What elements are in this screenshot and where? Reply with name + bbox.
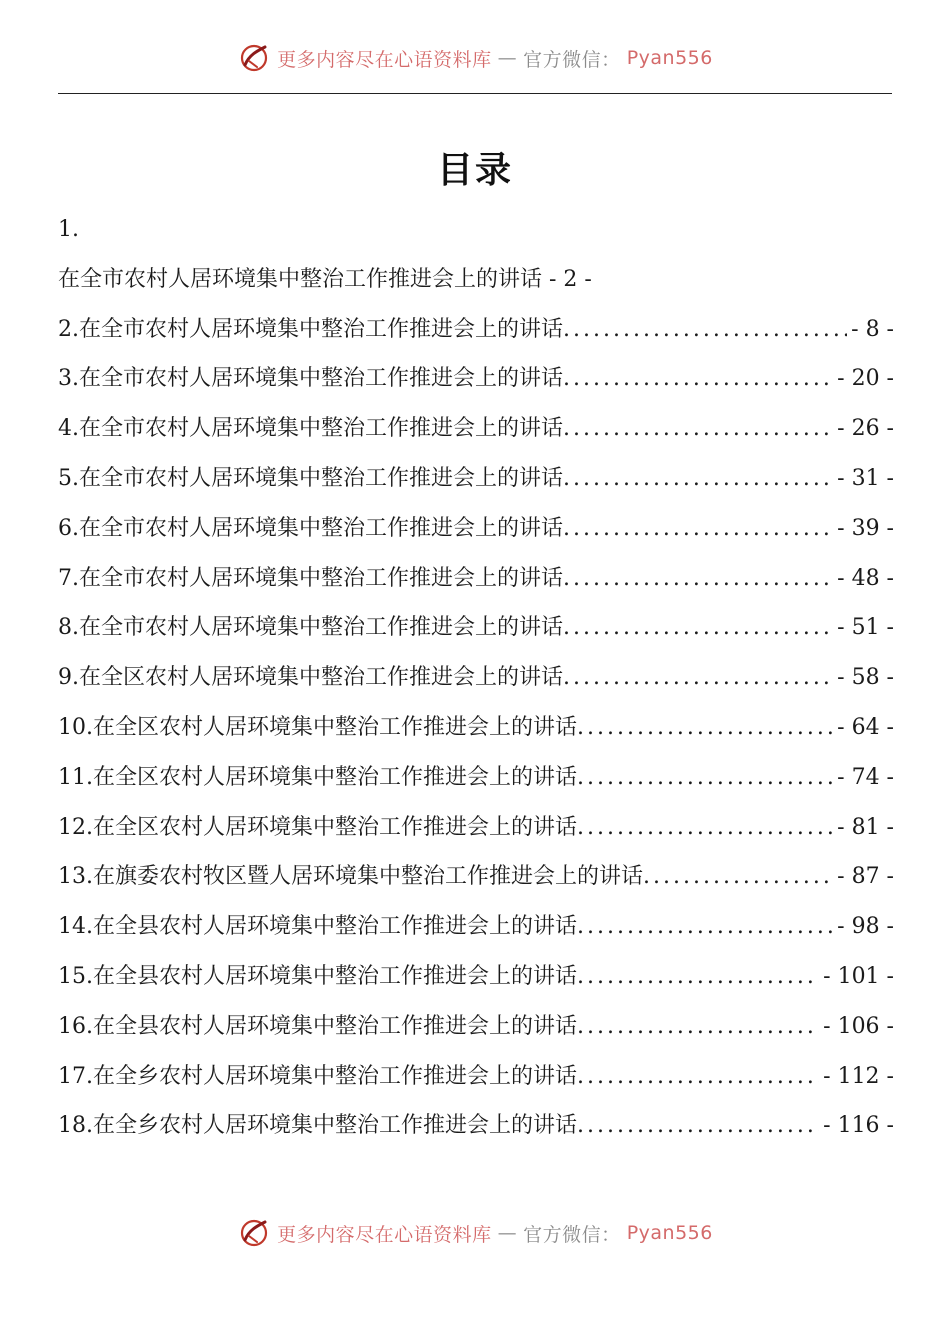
toc-page-number: - 8 - — [851, 316, 894, 342]
toc-page-number: - 106 - — [823, 1013, 894, 1039]
watermark-brand: 更多内容尽在心语资料库 — [277, 48, 492, 71]
toc-entry-title: 8.在全市农村人居环境集中整治工作推进会上的讲话 — [58, 615, 563, 641]
toc-entry-18[interactable] — [58, 1101, 894, 1151]
toc-entry-13[interactable] — [58, 852, 894, 902]
toc-entry-title: 12.在全区农村人居环境集中整治工作推进会上的讲话 — [58, 814, 577, 840]
toc-entry-5[interactable] — [58, 454, 894, 504]
toc-page-number: - 87 - — [837, 864, 894, 890]
toc-page-number: - 74 - — [837, 764, 894, 790]
toc-entry-title: 4.在全市农村人居环境集中整治工作推进会上的讲话 — [58, 416, 563, 442]
toc-dot-leader — [563, 354, 833, 404]
toc-page-number: - 20 - — [837, 366, 894, 392]
toc-page-number: - 81 - — [837, 814, 894, 840]
toc-dot-leader — [563, 454, 833, 504]
toc-dot-leader — [577, 1052, 819, 1102]
toc-dot-leader — [577, 703, 833, 753]
toc-dot-leader — [577, 902, 833, 952]
toc-dot-leader — [577, 803, 833, 853]
toc-entry-10[interactable] — [58, 703, 894, 753]
watermark-official-label: 官方微信： — [523, 1223, 621, 1246]
toc-entry-3[interactable] — [58, 354, 894, 404]
toc-entry-14[interactable] — [58, 902, 894, 952]
footer-watermark — [0, 1213, 950, 1253]
toc-entry-7[interactable] — [58, 554, 894, 604]
header-divider — [58, 93, 892, 94]
page-title: 目录 — [436, 149, 513, 192]
toc-entry-title: 9.在全区农村人居环境集中整治工作推进会上的讲话 — [58, 665, 563, 691]
watermark-separator: — — [497, 1222, 518, 1244]
toc-dot-leader — [563, 504, 833, 554]
toc-dot-leader — [577, 753, 833, 803]
toc-entry-title: 11.在全区农村人居环境集中整治工作推进会上的讲话 — [58, 764, 577, 790]
toc-dot-leader — [563, 603, 833, 653]
toc-dot-leader — [563, 653, 833, 703]
header-watermark — [0, 38, 950, 78]
table-of-contents — [58, 205, 894, 1151]
toc-entry-title: 18.在全乡农村人居环境集中整治工作推进会上的讲话 — [58, 1113, 577, 1139]
toc-entry-6[interactable] — [58, 504, 894, 554]
toc-entry-title: 6.在全市农村人居环境集中整治工作推进会上的讲话 — [58, 515, 563, 541]
toc-entry-title: 13.在旗委农村牧区暨人居环境集中整治工作推进会上的讲话 — [58, 864, 643, 890]
watermark-separator: — — [497, 47, 518, 69]
toc-entry-15[interactable] — [58, 952, 894, 1002]
toc-entry-2[interactable] — [58, 305, 894, 355]
toc-entry-title: 3.在全市农村人居环境集中整治工作推进会上的讲话 — [58, 366, 563, 392]
brush-logo-icon — [237, 1216, 271, 1250]
toc-page-number: - 112 - — [823, 1063, 894, 1089]
watermark-wechat-id: Pyan556 — [626, 1222, 713, 1244]
toc-entry-title: 16.在全县农村人居环境集中整治工作推进会上的讲话 — [58, 1013, 577, 1039]
toc-entry-9[interactable] — [58, 653, 894, 703]
toc-dot-leader — [563, 404, 833, 454]
toc-entry-title: 14.在全县农村人居环境集中整治工作推进会上的讲话 — [58, 914, 577, 940]
toc-dot-leader — [577, 1002, 819, 1052]
toc-dot-leader — [643, 852, 833, 902]
watermark-wechat-id: Pyan556 — [626, 47, 713, 69]
watermark-brand: 更多内容尽在心语资料库 — [277, 1223, 492, 1246]
toc-entry-title: 17.在全乡农村人居环境集中整治工作推进会上的讲话 — [58, 1063, 577, 1089]
toc-page-number: - 31 - — [837, 465, 894, 491]
toc-entry-title: 7.在全市农村人居环境集中整治工作推进会上的讲话 — [58, 565, 563, 591]
toc-dot-leader — [563, 554, 833, 604]
toc-dot-leader — [577, 952, 819, 1002]
toc-entry-title: 10.在全区农村人居环境集中整治工作推进会上的讲话 — [58, 714, 577, 740]
toc-entry-11[interactable] — [58, 753, 894, 803]
toc-page-number: - 48 - — [837, 565, 894, 591]
toc-page-number: - 58 - — [837, 665, 894, 691]
toc-entry-number-1: 1. — [58, 217, 79, 242]
toc-page-number: - 101 - — [823, 963, 894, 989]
toc-entry-17[interactable] — [58, 1052, 894, 1102]
toc-entry-title: 2.在全市农村人居环境集中整治工作推进会上的讲话 — [58, 316, 563, 342]
toc-page-number: - 116 - — [823, 1113, 894, 1139]
toc-entry-12[interactable] — [58, 803, 894, 853]
toc-entry-8[interactable] — [58, 603, 894, 653]
watermark-official-label: 官方微信： — [523, 48, 621, 71]
toc-dot-leader — [563, 305, 847, 355]
toc-page-number: - 51 - — [837, 615, 894, 641]
toc-entry-4[interactable] — [58, 404, 894, 454]
toc-entry-1[interactable]: 在全市农村人居环境集中整治工作推进会上的讲话 - 2 - — [58, 266, 592, 292]
toc-entry-title: 15.在全县农村人居环境集中整治工作推进会上的讲话 — [58, 963, 577, 989]
toc-entry-title: 5.在全市农村人居环境集中整治工作推进会上的讲话 — [58, 465, 563, 491]
brush-logo-icon — [237, 41, 271, 75]
toc-dot-leader — [577, 1101, 819, 1151]
toc-page-number: - 26 - — [837, 416, 894, 442]
toc-page-number: - 39 - — [837, 515, 894, 541]
toc-entry-16[interactable] — [58, 1002, 894, 1052]
toc-page-number: - 98 - — [837, 914, 894, 940]
toc-page-number: - 64 - — [837, 714, 894, 740]
